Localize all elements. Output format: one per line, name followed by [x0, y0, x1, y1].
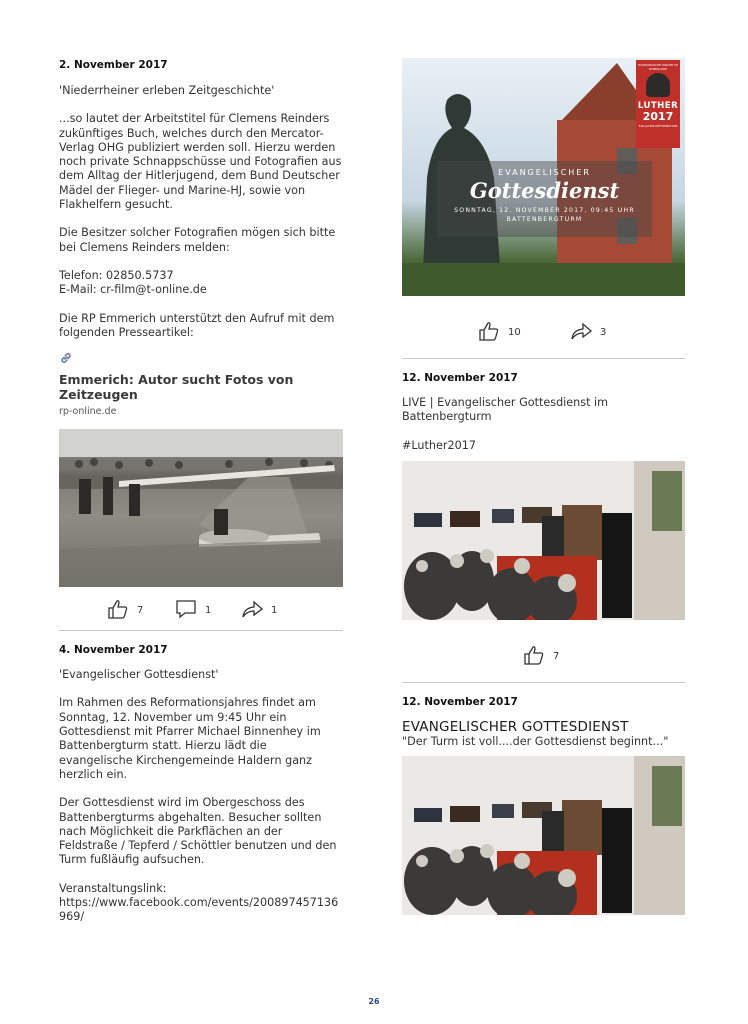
post-actions [402, 296, 685, 358]
event-link-label: Veranstaltungslink: [59, 881, 167, 895]
post-date: 4. November 2017 [59, 644, 168, 657]
post-body: Im Rahmen des Reformationsjahres findet am Sonntag, 12. November um 9:45 Uhr ein Gottesdienst mit Pfarrer Michael Binnenhey im Battenbergturm statt. Hierzu lädt die evangelische Kirchengemeinde Haldern ganz herzlich ein. [59, 696, 321, 781]
post-body: ...so lautet der Arbeitstitel für Clemens Reinders zukünftiges Buch, welches durch den Mercator-Verlag OHG publiziert werden soll. Hierzu werden noch private Schnappschüsse und Fotografien aus dem Alltag der Hitlerjugend, dem Bund Deutscher Mädel der Flieger- und Marine-HJ, sowie von Flakhelfern gesucht. [59, 112, 342, 212]
thumbs-up-icon [478, 321, 500, 344]
service-poster-image [402, 58, 685, 296]
link-icon[interactable] [59, 350, 73, 364]
thumbs-up-icon [107, 599, 129, 622]
post-date: 12. November 2017 [402, 695, 518, 708]
post-body: Die Besitzer solcher Fotografien mögen sich bitte bei Clemens Reinders melden: [59, 226, 336, 254]
event-title: EVANGELISCHER GOTTESDIENST [402, 718, 629, 735]
post-date: 12. November 2017 [402, 372, 518, 384]
poster-date-line: SONNTAG, 12. NOVEMBER 2017, 09:45 UHR [454, 207, 635, 214]
link-preview-title[interactable]: Emmerich: Autor sucht Fotos von Zeitzeugen [59, 372, 294, 403]
luther-portrait-icon [646, 73, 670, 97]
like-button[interactable] [478, 321, 521, 344]
poster-title-box [437, 161, 652, 237]
share-count: 1 [271, 605, 278, 617]
comment-button[interactable] [175, 599, 211, 622]
service-live-photo [402, 461, 685, 620]
post-hashtag[interactable]: #Luther2017 [402, 438, 476, 452]
post-quote: 'Niederrheiner erleben Zeitgeschichte' [59, 84, 275, 97]
like-count: 7 [553, 650, 560, 662]
post-quote: 'Evangelischer Gottesdienst' [59, 668, 219, 682]
poster-location-line: BATTENBERGTURM [506, 216, 583, 223]
post-body: Die RP Emmerich unterstützt den Aufruf mit dem folgenden Presseartikel: [59, 311, 335, 339]
share-icon [241, 599, 263, 622]
post-date: 2. November 2017 [59, 59, 168, 71]
right-column [402, 58, 685, 915]
glider-photo [59, 429, 343, 587]
contact-email[interactable]: E-Mail: cr-film@t-online.de [59, 283, 207, 297]
left-column [59, 58, 343, 925]
comment-count: 1 [205, 605, 212, 617]
poster-subtitle: EVANGELISCHER [498, 168, 591, 177]
share-button[interactable] [570, 321, 606, 344]
comment-icon [175, 599, 197, 622]
like-button[interactable] [107, 599, 143, 622]
poster-title: Gottesdienst [469, 178, 620, 203]
share-icon [570, 321, 592, 344]
share-count: 3 [600, 327, 607, 338]
post-actions [59, 587, 343, 631]
like-count: 10 [508, 327, 521, 338]
share-button[interactable] [241, 599, 277, 622]
like-button[interactable] [523, 645, 559, 668]
event-link-url[interactable]: https://www.facebook.com/events/200897457136969/ [59, 896, 339, 924]
contact-phone: Telefon: 02850.5737 [59, 268, 174, 282]
post-actions [402, 620, 685, 682]
luther-2017-badge: EVANGELISCHE KIRCHE IM RHEINLAND LUTHER 2017 500 JAHRE REFORMATION [636, 60, 680, 148]
link-preview-source: rp-online.de [59, 406, 117, 418]
post-body: LIVE | Evangelischer Gottesdienst im Battenbergturm [402, 396, 609, 424]
page-number: 26 [368, 997, 380, 1006]
thumbs-up-icon [523, 645, 545, 668]
post-body: Der Gottesdienst wird im Obergeschoss des Battenbergturms abgehalten. Besucher sollten nach Möglichkeit die Parkflächen an der Feldstraße / Tepferd / Schöttler benutzen und den Turm fußläufig aufsuchen. [59, 796, 337, 867]
like-count: 7 [137, 605, 144, 617]
event-subtitle: "Der Turm ist voll....der Gottesdienst beginnt..." [402, 734, 669, 748]
service-photo [402, 756, 685, 915]
